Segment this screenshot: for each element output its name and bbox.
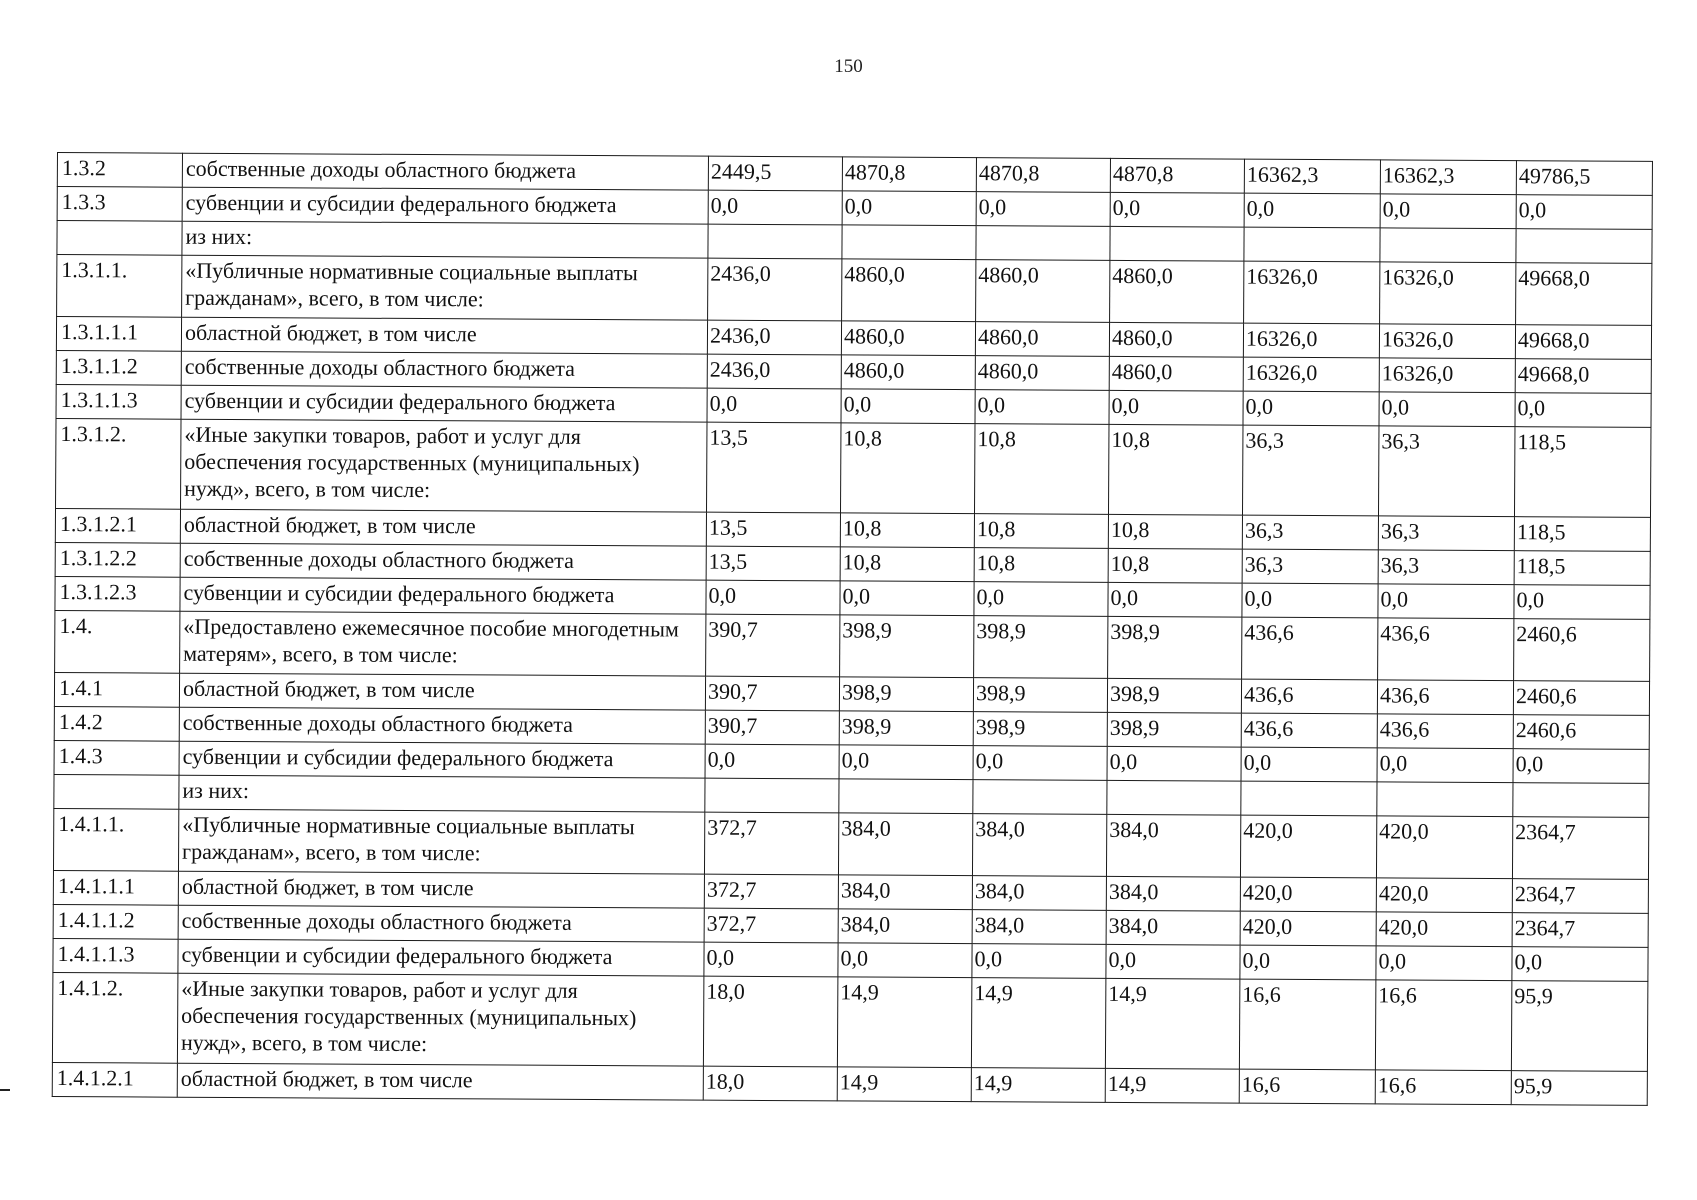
row-name-cell: «Публичные нормативные социальные выплаты гражданам», всего, в том числе: [178, 809, 704, 874]
value-cell: 16326,0 [1243, 357, 1379, 392]
value-cell [976, 226, 1110, 261]
row-code-cell: 1.4. [55, 610, 180, 673]
row-name-cell: «Предоставлено ежемесячное пособие многодетным матерям», всего, в том числе: [180, 611, 706, 676]
value-cell: 0,0 [1512, 947, 1648, 982]
budget-table [52, 152, 1653, 1106]
value-cell [1110, 226, 1244, 261]
value-cell [973, 780, 1107, 815]
value-cell: 398,9 [1107, 678, 1241, 713]
value-cell: 436,6 [1377, 680, 1513, 715]
table-row [56, 418, 1651, 517]
value-cell: 0,0 [1107, 746, 1241, 781]
value-cell: 49786,5 [1516, 161, 1652, 196]
value-cell: 14,9 [971, 978, 1106, 1069]
value-cell: 398,9 [840, 615, 974, 678]
row-name-cell: субвенции и субсидии федерального бюджета [178, 939, 704, 976]
row-name-cell: собственные доходы областного бюджета [180, 543, 706, 580]
value-cell: 390,7 [706, 614, 840, 677]
row-code-cell: 1.3.1.1. [57, 255, 182, 318]
row-code-cell: 1.3.1.2. [56, 418, 182, 509]
value-cell: 0,0 [1108, 582, 1242, 617]
value-cell: 398,9 [974, 616, 1108, 679]
value-cell: 14,9 [837, 1067, 971, 1102]
row-code-cell: 1.4.1.1.1 [53, 870, 178, 905]
value-cell: 16326,0 [1379, 324, 1515, 359]
value-cell: 0,0 [1376, 946, 1512, 981]
value-cell: 0,0 [708, 190, 842, 225]
row-name-cell: областной бюджет, в том числе [177, 1063, 703, 1100]
table-body [52, 153, 1652, 1106]
value-cell: 0,0 [1240, 945, 1376, 980]
value-cell: 2460,6 [1513, 681, 1649, 716]
value-cell: 4860,0 [976, 260, 1110, 323]
value-cell: 436,6 [1242, 617, 1378, 680]
value-cell: 16362,3 [1244, 159, 1380, 194]
value-cell: 10,8 [840, 547, 974, 582]
value-cell: 95,9 [1511, 1071, 1647, 1106]
value-cell: 436,6 [1377, 714, 1513, 749]
row-code-cell: 1.3.1.1.2 [56, 350, 181, 385]
value-cell: 18,0 [703, 976, 838, 1067]
value-cell [1241, 781, 1377, 816]
value-cell: 4860,0 [1109, 322, 1243, 357]
value-cell: 0,0 [1516, 195, 1652, 230]
value-cell: 384,0 [838, 813, 972, 876]
row-code-cell: 1.4.3 [54, 740, 179, 775]
row-name-cell: областной бюджет, в том числе [179, 673, 705, 710]
value-cell: 398,9 [973, 712, 1107, 747]
value-cell [1380, 228, 1516, 263]
value-cell: 372,7 [704, 812, 838, 875]
value-cell: 2364,7 [1512, 879, 1648, 914]
value-cell: 0,0 [976, 192, 1110, 227]
value-cell: 4860,0 [841, 355, 975, 390]
value-cell: 0,0 [1241, 747, 1377, 782]
value-cell [1107, 780, 1241, 815]
value-cell: 118,5 [1514, 517, 1650, 552]
value-cell: 16,6 [1239, 979, 1376, 1070]
value-cell: 420,0 [1240, 877, 1376, 912]
value-cell: 0,0 [1244, 193, 1380, 228]
value-cell: 420,0 [1376, 912, 1512, 947]
value-cell: 10,8 [1108, 514, 1242, 549]
row-code-cell: 1.3.1.1.1 [56, 317, 181, 352]
value-cell: 10,8 [974, 424, 1109, 515]
row-name-cell: из них: [179, 775, 705, 812]
value-cell: 0,0 [704, 942, 838, 977]
value-cell: 372,7 [704, 908, 838, 943]
value-cell: 420,0 [1240, 911, 1376, 946]
value-cell: 2436,0 [707, 354, 841, 389]
value-cell: 16326,0 [1244, 261, 1380, 324]
row-code-cell [57, 221, 182, 256]
row-code-cell: 1.3.3 [57, 187, 182, 222]
value-cell: 14,9 [1105, 1068, 1239, 1103]
row-name-cell: из них: [182, 221, 708, 258]
value-cell: 2436,0 [707, 320, 841, 355]
value-cell: 0,0 [839, 745, 973, 780]
value-cell: 2364,7 [1512, 817, 1648, 880]
value-cell: 0,0 [1379, 392, 1515, 427]
value-cell: 0,0 [974, 582, 1108, 617]
row-name-cell: субвенции и субсидии федерального бюджета [181, 385, 707, 422]
row-name-cell: субвенции и субсидии федерального бюджета [180, 577, 706, 614]
value-cell: 0,0 [1243, 391, 1379, 426]
value-cell: 4860,0 [841, 321, 975, 356]
row-code-cell: 1.4.1 [54, 672, 179, 707]
value-cell: 16,6 [1375, 1070, 1511, 1105]
row-name-cell: «Иные закупки товаров, работ и услуг для обеспечения государственных (муниципальных) нужд», всего, в том числе: [177, 973, 703, 1066]
value-cell [839, 779, 973, 814]
value-cell: 4860,0 [1110, 260, 1244, 323]
value-cell [1377, 782, 1513, 817]
value-cell: 10,8 [1108, 548, 1242, 583]
value-cell: 13,5 [706, 422, 841, 513]
row-name-cell: собственные доходы областного бюджета [179, 707, 705, 744]
value-cell: 14,9 [971, 1068, 1105, 1103]
value-cell: 13,5 [706, 546, 840, 581]
value-cell [842, 225, 976, 260]
value-cell [705, 778, 839, 813]
row-name-cell: субвенции и субсидии федерального бюджета [179, 741, 705, 778]
row-code-cell: 1.4.1.2.1 [52, 1062, 177, 1097]
value-cell: 49668,0 [1515, 325, 1651, 360]
value-cell: 16326,0 [1380, 262, 1516, 325]
value-cell: 0,0 [705, 744, 839, 779]
value-cell: 384,0 [838, 909, 972, 944]
value-cell: 36,3 [1242, 515, 1378, 550]
row-code-cell: 1.4.1.1. [53, 808, 178, 871]
value-cell: 0,0 [840, 581, 974, 616]
value-cell [1244, 227, 1380, 262]
value-cell: 2436,0 [708, 258, 842, 321]
row-code-cell: 1.3.2 [57, 153, 182, 188]
value-cell: 0,0 [1106, 944, 1240, 979]
value-cell: 14,9 [837, 977, 972, 1068]
row-name-cell: собственные доходы областного бюджета [178, 905, 704, 942]
row-code-cell: 1.4.1.2. [52, 972, 178, 1063]
table-row [55, 610, 1650, 681]
row-name-cell: «Публичные нормативные социальные выплаты гражданам», всего, в том числе: [182, 255, 708, 320]
row-name-cell: «Иные закупки товаров, работ и услуг для обеспечения государственных (муниципальных) нужд», всего, в том числе: [181, 419, 707, 512]
value-cell: 0,0 [706, 580, 840, 615]
value-cell: 0,0 [1513, 749, 1649, 784]
value-cell: 420,0 [1240, 815, 1376, 878]
row-code-cell: 1.3.1.1.3 [56, 384, 181, 419]
value-cell: 436,6 [1241, 713, 1377, 748]
value-cell: 10,8 [840, 513, 974, 548]
value-cell: 436,6 [1378, 618, 1514, 681]
value-cell [1516, 229, 1652, 264]
value-cell: 36,3 [1378, 426, 1515, 517]
value-cell: 10,8 [840, 423, 975, 514]
table-row [57, 255, 1652, 326]
value-cell: 118,5 [1514, 427, 1651, 518]
value-cell: 372,7 [704, 874, 838, 909]
value-cell: 16326,0 [1379, 358, 1515, 393]
value-cell: 36,3 [1242, 425, 1379, 516]
value-cell: 16326,0 [1243, 323, 1379, 358]
value-cell: 16362,3 [1380, 160, 1516, 195]
value-cell: 384,0 [1106, 814, 1240, 877]
value-cell: 118,5 [1514, 551, 1650, 586]
value-cell: 36,3 [1242, 549, 1378, 584]
value-cell: 4870,8 [976, 158, 1110, 193]
value-cell: 384,0 [972, 876, 1106, 911]
value-cell: 420,0 [1376, 816, 1512, 879]
value-cell: 18,0 [703, 1066, 837, 1101]
value-cell: 398,9 [1108, 616, 1242, 679]
row-code-cell: 1.3.1.2.2 [55, 542, 180, 577]
value-cell: 0,0 [838, 943, 972, 978]
value-cell: 398,9 [973, 678, 1107, 713]
value-cell [708, 224, 842, 259]
value-cell: 13,5 [706, 512, 840, 547]
value-cell: 2460,6 [1514, 619, 1650, 682]
value-cell: 16,6 [1375, 980, 1512, 1071]
row-code-cell: 1.4.1.1.2 [53, 904, 178, 939]
row-name-cell: собственные доходы областного бюджета [181, 351, 707, 388]
row-name-cell: областной бюджет, в том числе [178, 871, 704, 908]
value-cell: 2449,5 [708, 156, 842, 191]
value-cell: 0,0 [1242, 583, 1378, 618]
value-cell: 36,3 [1378, 550, 1514, 585]
value-cell: 0,0 [1110, 192, 1244, 227]
value-cell: 4860,0 [975, 356, 1109, 391]
value-cell: 384,0 [972, 814, 1106, 877]
table-row [52, 972, 1647, 1071]
value-cell: 16,6 [1239, 1069, 1375, 1104]
value-cell: 0,0 [1514, 585, 1650, 620]
value-cell: 0,0 [1377, 748, 1513, 783]
value-cell: 0,0 [1109, 390, 1243, 425]
value-cell: 36,3 [1378, 516, 1514, 551]
value-cell: 49668,0 [1516, 263, 1652, 326]
value-cell: 420,0 [1376, 878, 1512, 913]
value-cell: 384,0 [838, 875, 972, 910]
row-name-cell: субвенции и субсидии федерального бюджета [182, 187, 708, 224]
value-cell: 14,9 [1105, 978, 1240, 1069]
value-cell: 10,8 [974, 514, 1108, 549]
row-code-cell: 1.4.2 [54, 706, 179, 741]
value-cell: 4870,8 [1110, 158, 1244, 193]
value-cell: 2460,6 [1513, 715, 1649, 750]
value-cell: 2364,7 [1512, 913, 1648, 948]
row-code-cell: 1.3.1.2.1 [55, 508, 180, 543]
table-row [53, 808, 1648, 879]
row-name-cell: областной бюджет, в том числе [180, 509, 706, 546]
value-cell: 4860,0 [975, 322, 1109, 357]
page-number: 150 [834, 56, 863, 77]
value-cell: 384,0 [972, 910, 1106, 945]
value-cell: 390,7 [705, 676, 839, 711]
value-cell: 398,9 [839, 711, 973, 746]
value-cell: 95,9 [1511, 981, 1648, 1072]
row-code-cell [54, 774, 179, 809]
value-cell: 49668,0 [1515, 359, 1651, 394]
value-cell: 398,9 [839, 677, 973, 712]
value-cell: 384,0 [1106, 910, 1240, 945]
value-cell: 0,0 [842, 191, 976, 226]
value-cell: 10,8 [1108, 424, 1243, 515]
value-cell: 4860,0 [842, 259, 976, 322]
value-cell: 10,8 [974, 548, 1108, 583]
margin-mark [0, 1089, 10, 1091]
value-cell: 384,0 [1106, 876, 1240, 911]
row-name-cell: собственные доходы областного бюджета [182, 153, 708, 190]
value-cell: 0,0 [975, 390, 1109, 425]
value-cell: 390,7 [705, 710, 839, 745]
value-cell: 0,0 [1515, 393, 1651, 428]
value-cell: 398,9 [1107, 712, 1241, 747]
value-cell: 0,0 [707, 388, 841, 423]
value-cell: 0,0 [841, 389, 975, 424]
value-cell: 436,6 [1241, 679, 1377, 714]
value-cell: 0,0 [1380, 194, 1516, 229]
value-cell: 4870,8 [842, 157, 976, 192]
value-cell: 0,0 [973, 746, 1107, 781]
value-cell [1513, 783, 1649, 818]
value-cell: 0,0 [972, 944, 1106, 979]
row-name-cell: областной бюджет, в том числе [181, 317, 707, 354]
value-cell: 0,0 [1378, 584, 1514, 619]
value-cell: 4860,0 [1109, 356, 1243, 391]
row-code-cell: 1.3.1.2.3 [55, 576, 180, 611]
row-code-cell: 1.4.1.1.3 [53, 938, 178, 973]
